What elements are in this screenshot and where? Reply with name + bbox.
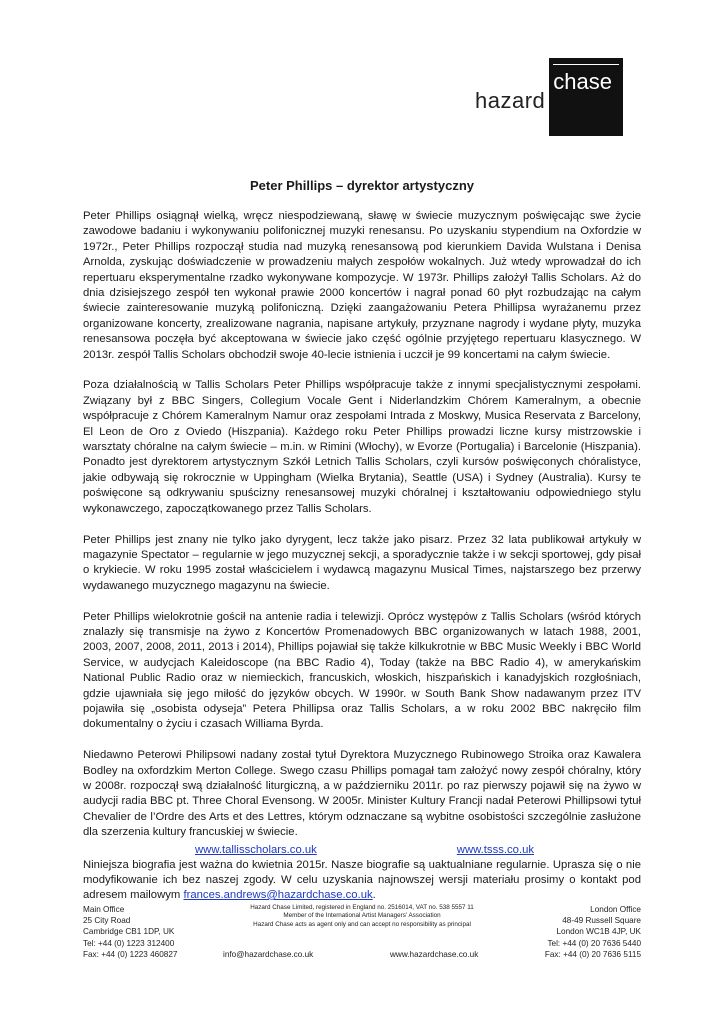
footer-line: Fax: +44 (0) 20 7636 5115: [544, 949, 641, 959]
footer-website[interactable]: www.hazardchase.co.uk: [390, 950, 479, 959]
paragraph: Peter Phillips jest znany nie tylko jako dyrygent, lecz także jako pisarz. Przez 32 lata publikował artykuły w magazynie Spectator – regularnie w jego muzycznej sekcji, a sporadycznie także i w sekcji sportowej, gdy pisał o krykiecie. W roku 1995 został właścicielem i wydawcą magazynu Musical Times, najstarszego bez przerwy wydawanego muzycznego magazynu na świecie.: [83, 533, 641, 592]
footer-line: Tel: +44 (0) 20 7636 5440: [547, 938, 641, 948]
note-end: .: [372, 889, 376, 901]
logo-word: hazard: [475, 88, 546, 113]
footer-line: Main Office: [83, 905, 125, 914]
paragraph: Niedawno Peterowi Philipsowi nadany został tytuł Dyrektora Muzycznego Rubinowego Stroika oraz Kawalera Bodley na oxfordzkim Merton College. Swego czasu Phillips pomagał tam założyć nowy zespół chóralny, który w 2008r. rozpoczął swą działalność liturgiczną, a w październiku 2011r. po raz pierwszy pojawił się na żywo w audycji radia BBC pt. Three Choral Evensong. W 2005r. Minister Kultury Francji nadał Peterowi Phillipsowi tytuł Chevalier de l’Ordre des Arts et des Lettres, którym odznaczane są wybitne osobistości szczególnie zasłużone dla szerzenia kultury francuskiej w świecie.: [83, 749, 641, 839]
company-logo: [475, 62, 623, 140]
company-registration: [213, 904, 511, 929]
logo-box-word: chase: [553, 64, 619, 93]
footer-line: Hazard Chase Limited, registered in England no. 2516014, VAT no. 538 5557 11: [250, 904, 474, 911]
page-title: Peter Phillips – dyrektor artystyczny: [250, 178, 474, 193]
footer-line: 48-49 Russell Square: [562, 916, 641, 926]
footer-line: Hazard Chase acts as agent only and can accept no responsibility as principal: [253, 920, 471, 928]
footer-line: Fax: +44 (0) 1223 460827: [83, 949, 178, 959]
paragraph: Poza działalnością w Tallis Scholars Peter Phillips współpracuje także z innymi specjalistycznymi zespołami. Związany był z BBC Singers, Collegium Vocale Gent i Niderlandzkim Chórem Kameralnym, a obecnie współpracuje z Chórem Kameralnym Namur oraz zespołami Intrada z Moskwy, Musica Reservata z Barcelony, El Leon de Oro z Oviedo (Hiszpania). Każdego roku Peter Phillips prowadzi liczne kursy mistrzowskie i warsztaty chóralne na całym świecie – m.in. w Rimini (Włochy), w Evorze (Portugalia) i Barcelonie (Hiszpania). Ponadto jest dyrektorem artystycznym Szkół Letnich Tallis Scholars, czyli kursów poświęconych chóralistyce, jakie odbywają się rokrocznie w Uppingham (Wielka Brytania), Seattle (USA) i Sydney (Australia). Kursy te poświęcone są odkrywaniu spuścizny renesansowej muzyki chóralnej i kształtowaniu odpowiedniego stylu wykonawczego, zapoczątkowanego przez Tallis Scholars.: [83, 379, 641, 515]
validity-note: [83, 858, 641, 903]
london-office-address: [511, 904, 641, 960]
footer-line: Cambridge CB1 1DP, UK: [83, 927, 175, 937]
footer-email[interactable]: info@hazardchase.co.uk: [223, 950, 314, 959]
footer-line: London Office: [590, 905, 641, 914]
footer-line: 25 City Road: [83, 916, 131, 926]
biography-body: [83, 209, 641, 856]
logo-box: [549, 58, 623, 136]
main-office-address: [83, 904, 213, 960]
tsss-link[interactable]: www.tsss.co.uk: [456, 844, 535, 856]
footer-line: Tel: +44 (0) 1223 312400: [83, 938, 175, 948]
contact-email-link[interactable]: frances.andrews@hazardchase.co.uk: [183, 889, 373, 901]
paragraph: Peter Phillips wielokrotnie gościł na antenie radia i telewizji. Oprócz występów z Tallis Scholars (wśród których znalazły się transmisje na żywo z Koncertów Promenadowych BBC organizowanych w latach 1988, 2001, 2003, 2007, 2008, 2011, 2013 i 2014), Phillips pojawiał się także kilkukrotnie w BBC Music Weekly i BBC World Service, w audycjach Kaleidoscope (na BBC Radio 4), Today (także na BBC Radio 4), w amerykańskim National Public Radio oraz w niemieckich, francuskich, włoskich, hiszpańskich i kanadyjskich rozgłośniach, gdzie ujawniała się jego miłość do języków obcych. W 1990r. w South Bank Show nadawanym przez ITV pojawiła się „osobista odyseja” Petera Phillipsa oraz Tallis Scholars, a w roku 2002 BBC nakręciło film dokumentalny o życiu i czasach Williama Byrda.: [83, 610, 641, 731]
links-section: [83, 843, 641, 903]
paragraph: Peter Phillips osiągnął wielką, wręcz niespodziewaną, sławę w świecie muzycznym poświęcając swe życie zawodowe badaniu i wykonywaniu polifonicznej muzyki renesansu. Po uzyskaniu stypendium na Oxfordzie w 1972r., Peter Phillips rozpoczął studia nad muzyką renesansową pod kierunkiem Davida Wulstana i Denisa Arnolda, zyskując doświadczenie w prowadzeniu małych zespołów wokalnych. Już wtedy wprowadzał do ich repertuaru eksperymentalne rzadko wykonywane kompozycje. W 1973r. Phillips założył Tallis Scholars. Aż do dnia dzisiejszego zespół ten wykonał prawie 2000 koncertów i nagrał ponad 60 płyt rozbudzając na całym świecie zainteresowanie muzyką polifoniczną. Dzięki zaangażowaniu Petera Phillipsa wyrażanemu przez organizowane koncerty, zrealizowane nagrania, napisane artykuły, przyznane nagrody i wydane płyty, muzyka renesansowa poczęła być akceptowana w świecie jako część ogólnie przyjętego repertuaru klasycznego. W 2013r. zespół Tallis Scholars obchodził swoje 40-lecie istnienia i uczcił je 99 koncertami na całym świecie.: [83, 210, 641, 361]
footer-line: London WC1B 4JP, UK: [556, 927, 641, 937]
tallis-scholars-link[interactable]: www.tallisscholars.co.uk: [195, 844, 317, 856]
note-text: Niniejsza biografia jest ważna do kwietnia 2015r. Nasze biografie są uaktualniane regularnie. Uprasza się o nie modyfikowanie ich bez naszej zgody. W celu uzyskania najnowszej wersji materiału prosimy o kontakt pod adresem mailowym: [83, 859, 641, 901]
footer-line: Member of the International Artist Managers' Association: [283, 912, 441, 920]
